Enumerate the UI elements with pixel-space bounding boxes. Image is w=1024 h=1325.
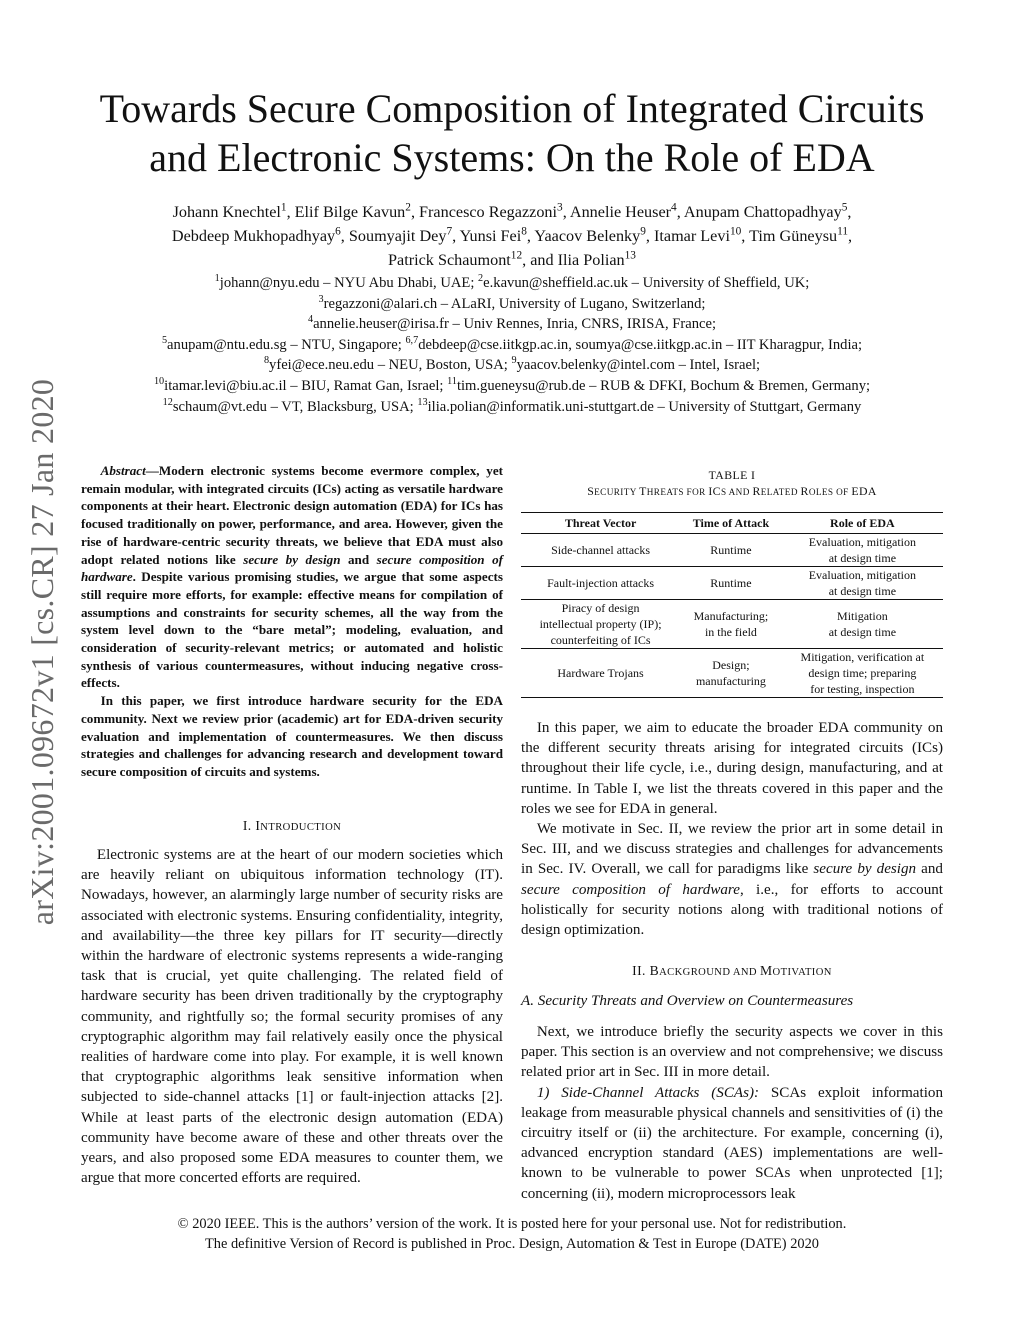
table-cell-line: at design time xyxy=(828,625,897,639)
author-name: Yaacov Belenky xyxy=(534,227,641,245)
table-cell-line: manufacturing xyxy=(695,674,766,688)
author-separator: , xyxy=(526,227,535,245)
abstract-text: and xyxy=(340,551,377,567)
abstract-label: Abstract xyxy=(100,463,146,478)
arxiv-identifier: arXiv:2001.09672v1 [cs.CR] 27 Jan 2020 xyxy=(24,378,60,926)
author-name: Debdeep Mukhopadhyay xyxy=(171,227,336,245)
caption-initial: T xyxy=(639,484,647,498)
section-number: I. xyxy=(242,818,256,833)
table-cell-role xyxy=(782,567,943,600)
table-cell-role xyxy=(782,534,943,567)
intro-text: , i.e., for efforts to account holistically for security notions along with traditional notions of design optimization. xyxy=(521,881,944,939)
author-affiliation-marker: 9 xyxy=(640,225,646,238)
abstract xyxy=(81,462,503,781)
table-row xyxy=(521,600,943,649)
abstract-text: . Despite various promising studies, we argue that some aspects still require more efforts, for example: effective means for compilation of assumptions and constraints for security schemes, all the way from the system level down to the “bare metal”; modeling, evaluation, and consideration of security-relevant metrics; or automated and holistic synthesis of various countermeasures, without inducing negative cross-effects. xyxy=(81,569,503,691)
table-cell-line: at design time xyxy=(828,584,897,598)
caption-initial: R xyxy=(800,484,809,498)
table-cell-line: counterfeiting of ICs xyxy=(550,633,651,647)
section-title-initial: I xyxy=(255,818,261,833)
author-affiliation-marker: 8 xyxy=(521,225,527,238)
section-title-rest: NTRODUCTION xyxy=(260,822,342,833)
affiliation-text: debdeep@cse.iitkgp.ac.in, soumya@cse.iitkgp.ac.in – IIT Kharagpur, India; xyxy=(418,336,863,353)
table-label: TABLE I xyxy=(708,468,756,482)
affiliation-marker: 9 xyxy=(511,355,517,367)
title-line: and Electronic Systems: On the Role of EDA xyxy=(149,135,875,180)
section-heading-background xyxy=(521,963,943,979)
section-title-initial: M xyxy=(760,963,773,978)
author-name: Anupam Chattopadhyay xyxy=(683,203,842,221)
table-cell-line: Evaluation, mitigation xyxy=(808,568,917,582)
caption-initial: S xyxy=(587,484,595,498)
section-title-rest: ACKGROUND AND xyxy=(659,967,761,978)
author-separator: , xyxy=(410,203,420,221)
affiliation-marker: 6,7 xyxy=(405,334,419,346)
author-separator: , xyxy=(847,203,852,221)
footer-line: © 2020 IEEE. This is the authors’ version of the work. It is posted here for your personal use. Not for redistribution. xyxy=(177,1216,847,1232)
table-cell-line: Runtime xyxy=(710,576,752,590)
paragraph-heading: 1) Side-Channel Attacks (SCAs): xyxy=(536,1084,760,1101)
intro-text: and xyxy=(916,861,943,878)
affiliation-marker: 12 xyxy=(162,396,173,408)
author-list xyxy=(80,200,944,272)
table-cell-vector xyxy=(521,600,680,649)
affiliation-text: johann@nyu.edu – NYU Abu Dhabi, UAE; xyxy=(219,275,479,291)
affiliation-text: anupam@ntu.edu.sg – NTU, Singapore; xyxy=(167,336,406,353)
author-separator: , xyxy=(340,227,349,245)
affiliation-marker: 4 xyxy=(307,314,314,326)
author-separator: , xyxy=(676,203,684,221)
table-cell-role xyxy=(782,649,943,698)
affiliation-line xyxy=(60,397,964,418)
author-affiliation-marker: 5 xyxy=(841,201,848,214)
introduction-paragraph: Electronic systems are at the heart of our modern societies which are heavily reliant on ubiquitous information technology (IT). Nowadays, however, an alarmingly large number of security risks are associated with electronic systems. Ensuring confidentiality, integrity, and availability—the three key pillars for IT security—directly within the hardware of electronic systems represents a wide-ranging task that is crucial, yet quite challenging. The related field of hardware security has been driven traditionally by the cryptography community, and rightfully so; the formal security promises of any cryptographic algorithm may fail relatively easily once the physical realities of hardware come into play. For example, it is well known that cryptographic algorithms leak sensitive information when subjected to side-channel attacks [1] or fault-injection attacks [2]. While at least parts of the electronic design automation (EDA) community have become aware of these and other threats over the years, and also proposed some EDA measures to counter them, we argue that more concerted efforts are required. xyxy=(81,847,503,1187)
caption-rest: OLES OF xyxy=(808,487,852,497)
table-cell-line: at design time xyxy=(828,551,897,565)
author-name: Francesco Regazzoni xyxy=(419,203,558,221)
author-name: Patrick Schaumont xyxy=(388,251,511,269)
background-body xyxy=(521,1022,943,1204)
author-separator: , xyxy=(741,227,750,245)
author-affiliation-marker: 10 xyxy=(729,225,742,238)
affiliation-text: yaacov.belenky@intel.com – Intel, Israel; xyxy=(516,357,761,374)
affiliation-marker: 8 xyxy=(263,355,270,367)
caption-initial: R xyxy=(752,484,761,498)
table-cell-line: Piracy of design xyxy=(561,601,640,615)
table-cell-time xyxy=(680,567,782,600)
table-cell-line: Mitigation xyxy=(837,609,888,623)
table-cell-line: Manufacturing; xyxy=(693,609,769,623)
abstract-emphasis: secure composition of hardware xyxy=(81,551,503,585)
table-row xyxy=(521,534,943,567)
table-cell-line: design time; preparing xyxy=(808,666,917,680)
subsection-heading: A. Security Threats and Overview on Countermeasures xyxy=(521,993,854,1009)
intro-continuation xyxy=(521,718,943,940)
table-header: Threat Vector xyxy=(521,513,680,534)
introduction-body xyxy=(81,845,503,1188)
affiliation-line xyxy=(60,273,964,294)
table-header: Role of EDA xyxy=(782,513,943,534)
affiliation-text: e.kavun@sheffield.ac.uk – University of Sheffield, UK; xyxy=(483,275,810,291)
paper-title xyxy=(60,84,964,182)
author-separator: , xyxy=(645,227,654,245)
author-name: Soumyajit Dey xyxy=(348,227,447,245)
author-name: Yunsi Fei xyxy=(459,227,522,245)
author-separator: , xyxy=(452,227,460,245)
table-cell-time xyxy=(680,649,782,698)
caption-initial: EDA xyxy=(851,484,877,498)
table-header: Time of Attack xyxy=(680,513,782,534)
affiliation-line xyxy=(60,314,964,335)
footer-line: The definitive Version of Record is published in Proc. Design, Automation & Test in Europe (DATE) 2020 xyxy=(205,1236,819,1252)
table-cell-line: Side-channel attacks xyxy=(551,543,651,557)
author-separator: , xyxy=(286,203,295,221)
affiliation-marker: 11 xyxy=(447,376,457,388)
background-paragraph xyxy=(521,1083,943,1204)
affiliation-text: annelie.heuser@irisa.fr – Univ Rennes, Inria, CNRS, IRISA, France; xyxy=(313,316,717,333)
affiliation-text: itamar.levi@biu.ac.il – BIU, Ramat Gan, Israel; xyxy=(164,377,448,394)
table-row xyxy=(521,649,943,698)
caption-rest: HREATS FOR xyxy=(646,487,709,497)
table-block xyxy=(521,467,943,698)
author-affiliation-marker: 11 xyxy=(837,225,849,238)
author-separator: , and xyxy=(522,251,558,269)
author-separator: , xyxy=(562,203,570,221)
affiliation-marker: 2 xyxy=(478,273,484,285)
intro-paragraph xyxy=(521,819,943,940)
affiliation-line xyxy=(60,376,964,397)
table-cell-vector xyxy=(521,567,680,600)
caption-rest: S AND xyxy=(720,487,753,497)
caption-rest: ECURITY xyxy=(594,487,640,497)
author-affiliation-marker: 4 xyxy=(671,201,677,214)
author-name: Tim Güneysu xyxy=(749,227,838,245)
author-name: Annelie Heuser xyxy=(569,203,672,221)
author-affiliation-marker: 13 xyxy=(624,249,636,262)
table-row xyxy=(521,567,943,600)
background-paragraph: Next, we introduce briefly the security aspects we cover in this paper. This section is an overview and not comprehensive; we discuss related prior art in Sec. III in more detail. xyxy=(521,1024,943,1081)
affiliation-marker: 5 xyxy=(161,334,168,346)
table-cell-line: Design; xyxy=(712,658,750,672)
affiliation-text: schaum@vt.edu – VT, Blacksburg, USA; xyxy=(172,398,418,415)
section-number: II. xyxy=(632,963,650,978)
affiliation-text: regazzoni@alari.ch – ALaRI, University of Lugano, Switzerland; xyxy=(323,295,706,312)
table-cell-vector xyxy=(521,649,680,698)
table-cell-line: for testing, inspection xyxy=(810,682,915,696)
author-name: Itamar Levi xyxy=(654,227,730,245)
table-cell-vector xyxy=(521,534,680,567)
abstract-text: —Modern electronic systems become evermore complex, yet remain modular, with integrated circuits (ICs) acting as versatile hardware components at their heart. Electronic design automation (EDA) for ICs has focused traditionally on power, performance, and area. However, given the rise of hardware-centric security threats, we believe that EDA must also adopt related notions like xyxy=(81,463,503,567)
background-text: SCAs exploit information leakage from measurable physical channels and sensitivities of (i) the circuitry itself or (ii) the architecture. For example, concerning (i), advanced encryption standard (AES) implementations are well-known to be vulnerable to power SCAs when unprotected [1]; concerning (ii), modern microprocessors leak xyxy=(521,1084,943,1202)
section-title-rest: OTIVATION xyxy=(772,967,832,978)
affiliation-text: ilia.polian@informatik.uni-stuttgart.de – University of Stuttgart, Germany xyxy=(427,398,862,415)
affiliation-text: tim.gueneysu@rub.de – RUB & DFKI, Bochum & Bremen, Germany; xyxy=(456,377,871,394)
table-cell-role xyxy=(782,600,943,649)
author-affiliation-marker: 6 xyxy=(335,225,341,238)
affiliation-line xyxy=(60,335,964,356)
title-line: Towards Secure Composition of Integrated Circuits xyxy=(99,86,925,131)
author-name: Ilia Polian xyxy=(557,251,625,269)
section-title-initial: B xyxy=(649,963,660,978)
table-cell-line: Runtime xyxy=(710,543,752,557)
table-cell-line: Fault-injection attacks xyxy=(547,576,655,590)
table-cell-line: intellectual property (IP); xyxy=(539,617,662,631)
table-cell-line: Mitigation, verification at xyxy=(800,650,925,664)
table-cell-line: Hardware Trojans xyxy=(557,666,644,680)
affiliation-line xyxy=(60,294,964,315)
affiliation-list xyxy=(60,273,964,417)
affiliation-marker: 1 xyxy=(214,273,220,285)
caption-rest: ELATED xyxy=(760,487,801,497)
intro-text: We motivate in Sec. II, we review the prior art in some detail in Sec. III, and we discuss strategies and challenges for advancements in Sec. IV. Overall, we call for paradigms like xyxy=(521,821,943,878)
copyright-footer xyxy=(60,1214,964,1254)
affiliation-marker: 13 xyxy=(417,396,428,408)
abstract-paragraph: In this paper, we first introduce hardware security for the EDA community. Next we review prior (academic) art for EDA-driven security evaluation and implementation of countermeasures. We then discuss strategies and challenges for advancing research and development toward secure composition of circuits and systems. xyxy=(81,693,503,779)
caption-initial: IC xyxy=(708,484,721,498)
intro-emphasis: secure composition of hardware xyxy=(521,881,740,898)
author-affiliation-marker: 3 xyxy=(557,201,563,214)
author-name: Elif Bilge Kavun xyxy=(294,203,406,221)
intro-paragraph: In this paper, we aim to educate the broader EDA community on the different security threats arising for integrated circuits (ICs) throughout their life cycle, i.e., during design, manufacturing, and at runtime. In Table I, we list the threats covered in this paper and the roles we see for EDA in general. xyxy=(521,720,943,817)
security-threats-table xyxy=(521,512,943,698)
author-name: Johann Knechtel xyxy=(172,203,281,221)
section-heading-introduction xyxy=(81,818,503,834)
author-separator: , xyxy=(848,227,853,245)
affiliation-marker: 10 xyxy=(153,376,165,388)
abstract-paragraph xyxy=(81,462,503,692)
abstract-emphasis: secure by design xyxy=(243,551,341,567)
table-cell-time xyxy=(680,534,782,567)
intro-emphasis: secure by design xyxy=(813,861,917,878)
author-affiliation-marker: 2 xyxy=(405,201,411,214)
table-cell-line: in the field xyxy=(704,625,757,639)
author-affiliation-marker: 1 xyxy=(280,201,287,214)
table-caption xyxy=(521,483,943,500)
author-affiliation-marker: 12 xyxy=(510,249,523,262)
affiliation-text: yfei@ece.neu.edu – NEU, Boston, USA; xyxy=(269,357,512,374)
table-cell-time xyxy=(680,600,782,649)
author-affiliation-marker: 7 xyxy=(446,225,453,238)
table-cell-line: Evaluation, mitigation xyxy=(808,535,917,549)
affiliation-line xyxy=(60,355,964,376)
affiliation-marker: 3 xyxy=(318,293,324,305)
